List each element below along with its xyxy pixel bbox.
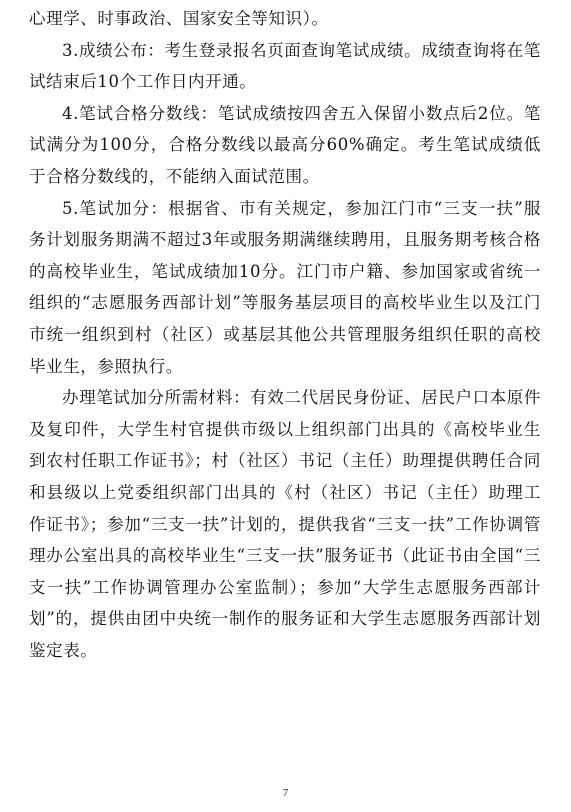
paragraph-score-publication: 3.成绩公布：考生登录报名页面查询笔试成绩。成绩查询将在笔试结束后10个工作日内开通。 <box>29 40 541 92</box>
document-body <box>29 3 541 666</box>
paragraph-required-materials: 办理笔试加分所需材料：有效二代居民身份证、居民户口本原件及复印件，大学生村官提供市级以上组织部门出具的《高校毕业生到农村任职工作证书》；村（社区）书记（主任）助理提供聘任合同和县级以上党委组织部门出具的《村（社区）书记（主任）助理工作证书》；参加“三支一扶”计划的，提供我省“三支一扶”工作协调管理办公室出具的高校毕业生“三支一扶”服务证书（此证书由全国“三支一扶”工作协调管理办公室监制）；参加“大学生志愿服务西部计划”的，提供由团中央统一制作的服务证和大学生志愿服务西部计划鉴定表。 <box>29 388 541 660</box>
paragraph-bonus-points: 5.笔试加分：根据省、市有关规定，参加江门市“三支一扶”服务计划服务期满不超过3年或服务期满继续聘用，且服务期考核合格的高校毕业生，笔试成绩加10分。江门市户籍、参加国家或省统一组织的“志愿服务西部计划”等服务基层项目的高校毕业生以及江门市统一组织到村（社区）或基层其他公共管理服务组织任职的高校毕业生，参照执行。 <box>29 198 541 376</box>
paragraph-continuation: 心理学、时事政治、国家安全等知识）。 <box>29 9 329 28</box>
paragraph-passing-score: 4.笔试合格分数线：笔试成绩按四舍五入保留小数点后2位。笔试满分为100分，合格分数线以最高分60%确定。考生笔试成绩低于合格分数线的，不能纳入面试范围。 <box>29 103 541 186</box>
page-number: 7 <box>282 787 289 799</box>
